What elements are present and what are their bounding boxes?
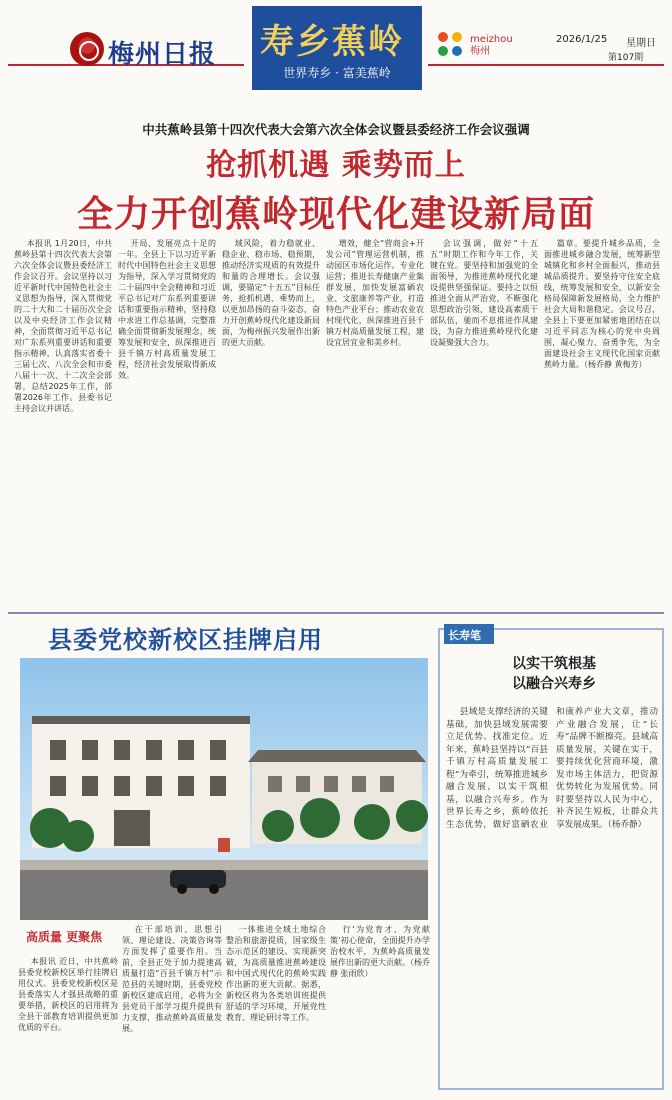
lead-column-6 bbox=[544, 238, 660, 606]
lead-headline-2: 全力开创蕉岭现代化建设新局面 bbox=[76, 193, 595, 235]
column-paragraph: 县域是支撑经济的关键基础，加快县域发展需要立足优势、找准定位。近年来，蕉岭县坚持以“百县千镇万村高质量发展工程”为牵引，统筹推进城乡融合发展，以实干筑根基，以融合兴寿乡。作为世界长寿之乡，蕉岭依托生态优势，做好富硒农业和康养产业大文章，推动产业融合发展，让“长寿”品牌不断擦亮。县域高质量发展，关键在实干，要持续优化营商环境，激发市场主体活力，把资源优势转化为发展优势。同时要坚持以人民为中心，补齐民生短板，让群众共享发展成果。（杨乔静） bbox=[446, 707, 658, 830]
lead-paragraph: 会议强调，做好“十五五”时期工作和今年工作，关键在党。要坚持和加强党的全面领导，为推进蕉岭现代化建设提供坚强保证。要持之以恒推进全面从严治党，不断强化思想政治引领，建设高素质干部队伍，驰而不息推进作风建设，为奋力推进蕉岭现代化建设凝聚强大合力。 bbox=[430, 239, 538, 347]
column-body bbox=[446, 706, 658, 1086]
lead-column-5 bbox=[430, 238, 538, 606]
lead-paragraph: 本报讯 1月20日，中共蕉岭县第十四次代表大会第六次全体会议暨县委经济工作会议召开。会议坚持以习近平新时代中国特色社会主义思想为指导，深入贯彻党的二十大和二十届历次全会以及中央经济工作会议精神，全面贯彻习近平总书记对广东系列重要讲话和重要指示精神，认真落实省委十三届七次、八次全会和市委八届十一次、十二次全会部署，总结2025年工作，部署2026年工作。县委书记主持会议并讲话。 bbox=[14, 239, 112, 413]
paper-name: 梅州日报 bbox=[108, 40, 217, 70]
column-heading-line-1: 以实干筑根基 bbox=[512, 656, 596, 672]
school-paragraph: 本报讯 近日，中共蕉岭县委党校新校区举行挂牌启用仪式。县委党校新校区是县委落实人才强县战略的重要举措，新校区的启用将为全县干部教育培训提供更加优质的平台。 bbox=[18, 957, 118, 1032]
section-banner bbox=[252, 6, 422, 90]
section-subtitle: 世界寿乡 · 富美蕉岭 bbox=[283, 66, 391, 80]
paper-emblem-icon bbox=[70, 32, 104, 66]
column-tag bbox=[444, 624, 494, 644]
lead-column-4 bbox=[326, 238, 424, 606]
campus-photo-illustration bbox=[20, 658, 428, 920]
school-story-headline: 县委党校新校区挂牌启用 bbox=[48, 625, 323, 654]
school-paragraph: 一体推进全域土地综合整治和旅游提质，国家级生态示范区的建设。实现新突破，为高质量推进蕉岭建设和中国式现代化的蕉岭实践作出新的更大贡献。据悉，新校区将为各类培训班提供舒适的学习环境，开展党性教育、理论研讨等工作。 bbox=[226, 925, 326, 1022]
lead-column-3 bbox=[222, 238, 320, 606]
lead-headline-1: 抢抓机遇 乘势而上 bbox=[206, 148, 466, 183]
school-column-2 bbox=[122, 924, 222, 1092]
lead-column-2 bbox=[118, 238, 216, 606]
meizhou-brand-icon bbox=[438, 32, 466, 60]
masthead bbox=[8, 6, 664, 112]
issue-weekday: 星期日 bbox=[626, 38, 656, 49]
masthead-rule-right bbox=[428, 64, 664, 66]
school-campus-photo bbox=[20, 658, 428, 920]
school-paragraph: 在干部培训、思想引领、理论建设、决策咨询等方面发挥了重要作用。当前，全县正处于加力提速高质量打造“百县千镇万村”示范县的关键时期，县委党校新校区建成启用，必将为全县党员干部学习提升提供有力支撑，推动蕉岭高质量发展。 bbox=[122, 925, 222, 1033]
issue-number: 第107期 bbox=[608, 53, 644, 63]
lead-column-1 bbox=[14, 238, 112, 606]
lead-paragraph: 开局、发展亮点十足的一年。全县上下以习近平新时代中国特色社会主义思想为指导，深入学习贯彻党的二十届四中全会精神和习近平总书记对广东系列重要讲话和重要指示精神，坚持稳中求进工作总基调，完整准确全面贯彻新发展理念，统筹发展和安全，纵深推进百县千镇万村高质量发展工程，经济社会发展取得新成效。 bbox=[118, 239, 216, 380]
school-column-1 bbox=[18, 956, 118, 1092]
brand-name bbox=[470, 34, 513, 58]
lead-paragraph: 增效，健全“营商会+开发公司”管理运营机制，推动园区市场化运作。专业化运营；推进长寿健康产业集群发展，加快发展富硒农业、文旅康养等产业，打造特色产业平台；推动农业农村现代化，纵深推进百县千镇万村高质量发展工程，建设宜居宜业和美乡村。 bbox=[326, 239, 424, 347]
badge-text: 高质量 更聚焦 bbox=[26, 930, 103, 944]
lead-paragraph: 域风险，着力稳就业、稳企业、稳市场、稳预期，推动经济实现质的有效提升和量的合理增长。会议强调，要锚定“十五五”目标任务，抢抓机遇、乘势而上，以更加昂扬的奋斗姿态，奋力开创蕉岭现代化建设新局面，为梅州振兴发展作出新的更大贡献。 bbox=[222, 239, 320, 347]
school-column-4 bbox=[330, 924, 430, 1092]
brand-name-latin: meizhou bbox=[470, 34, 513, 45]
lead-kicker: 中共蕉岭县第十四次代表大会第六次全体会议暨县委经济工作会议强调 bbox=[142, 122, 530, 137]
section-title: 寿乡蕉岭 bbox=[260, 22, 404, 62]
school-paragraph: 行‘为党育才、为党献策’初心使命，全面提升办学治校水平，为蕉岭高质量发展作出新的更大贡献。（杨乔静 张雨欣） bbox=[330, 925, 430, 978]
school-column-3 bbox=[226, 924, 326, 1092]
lead-paragraph: 篇章。要提升城乡品质，全面推进城乡融合发展，统筹新型城镇化和乡村全面振兴，推动县城品质提升。要坚持守住安全底线，统筹发展和安全，以新安全格局保障新发展格局，全力维护社会大局和谐稳定。会议号召，全县上下要更加紧密地团结在以习近平同志为核心的党中央周围，凝心聚力、奋勇争先，为全面建设社会主义现代化国家贡献蕉岭力量。（杨乔静 黄梅芳） bbox=[544, 239, 660, 369]
issue-date: 2026/1/25 bbox=[556, 34, 608, 45]
section-divider bbox=[8, 612, 664, 614]
school-story-badge bbox=[20, 922, 110, 950]
column-tag-text: 长寿笔 bbox=[448, 629, 481, 642]
brand-name-cn: 梅州 bbox=[470, 46, 490, 57]
column-heading-line-2: 以融合兴寿乡 bbox=[512, 676, 596, 692]
column-heading bbox=[512, 654, 662, 694]
